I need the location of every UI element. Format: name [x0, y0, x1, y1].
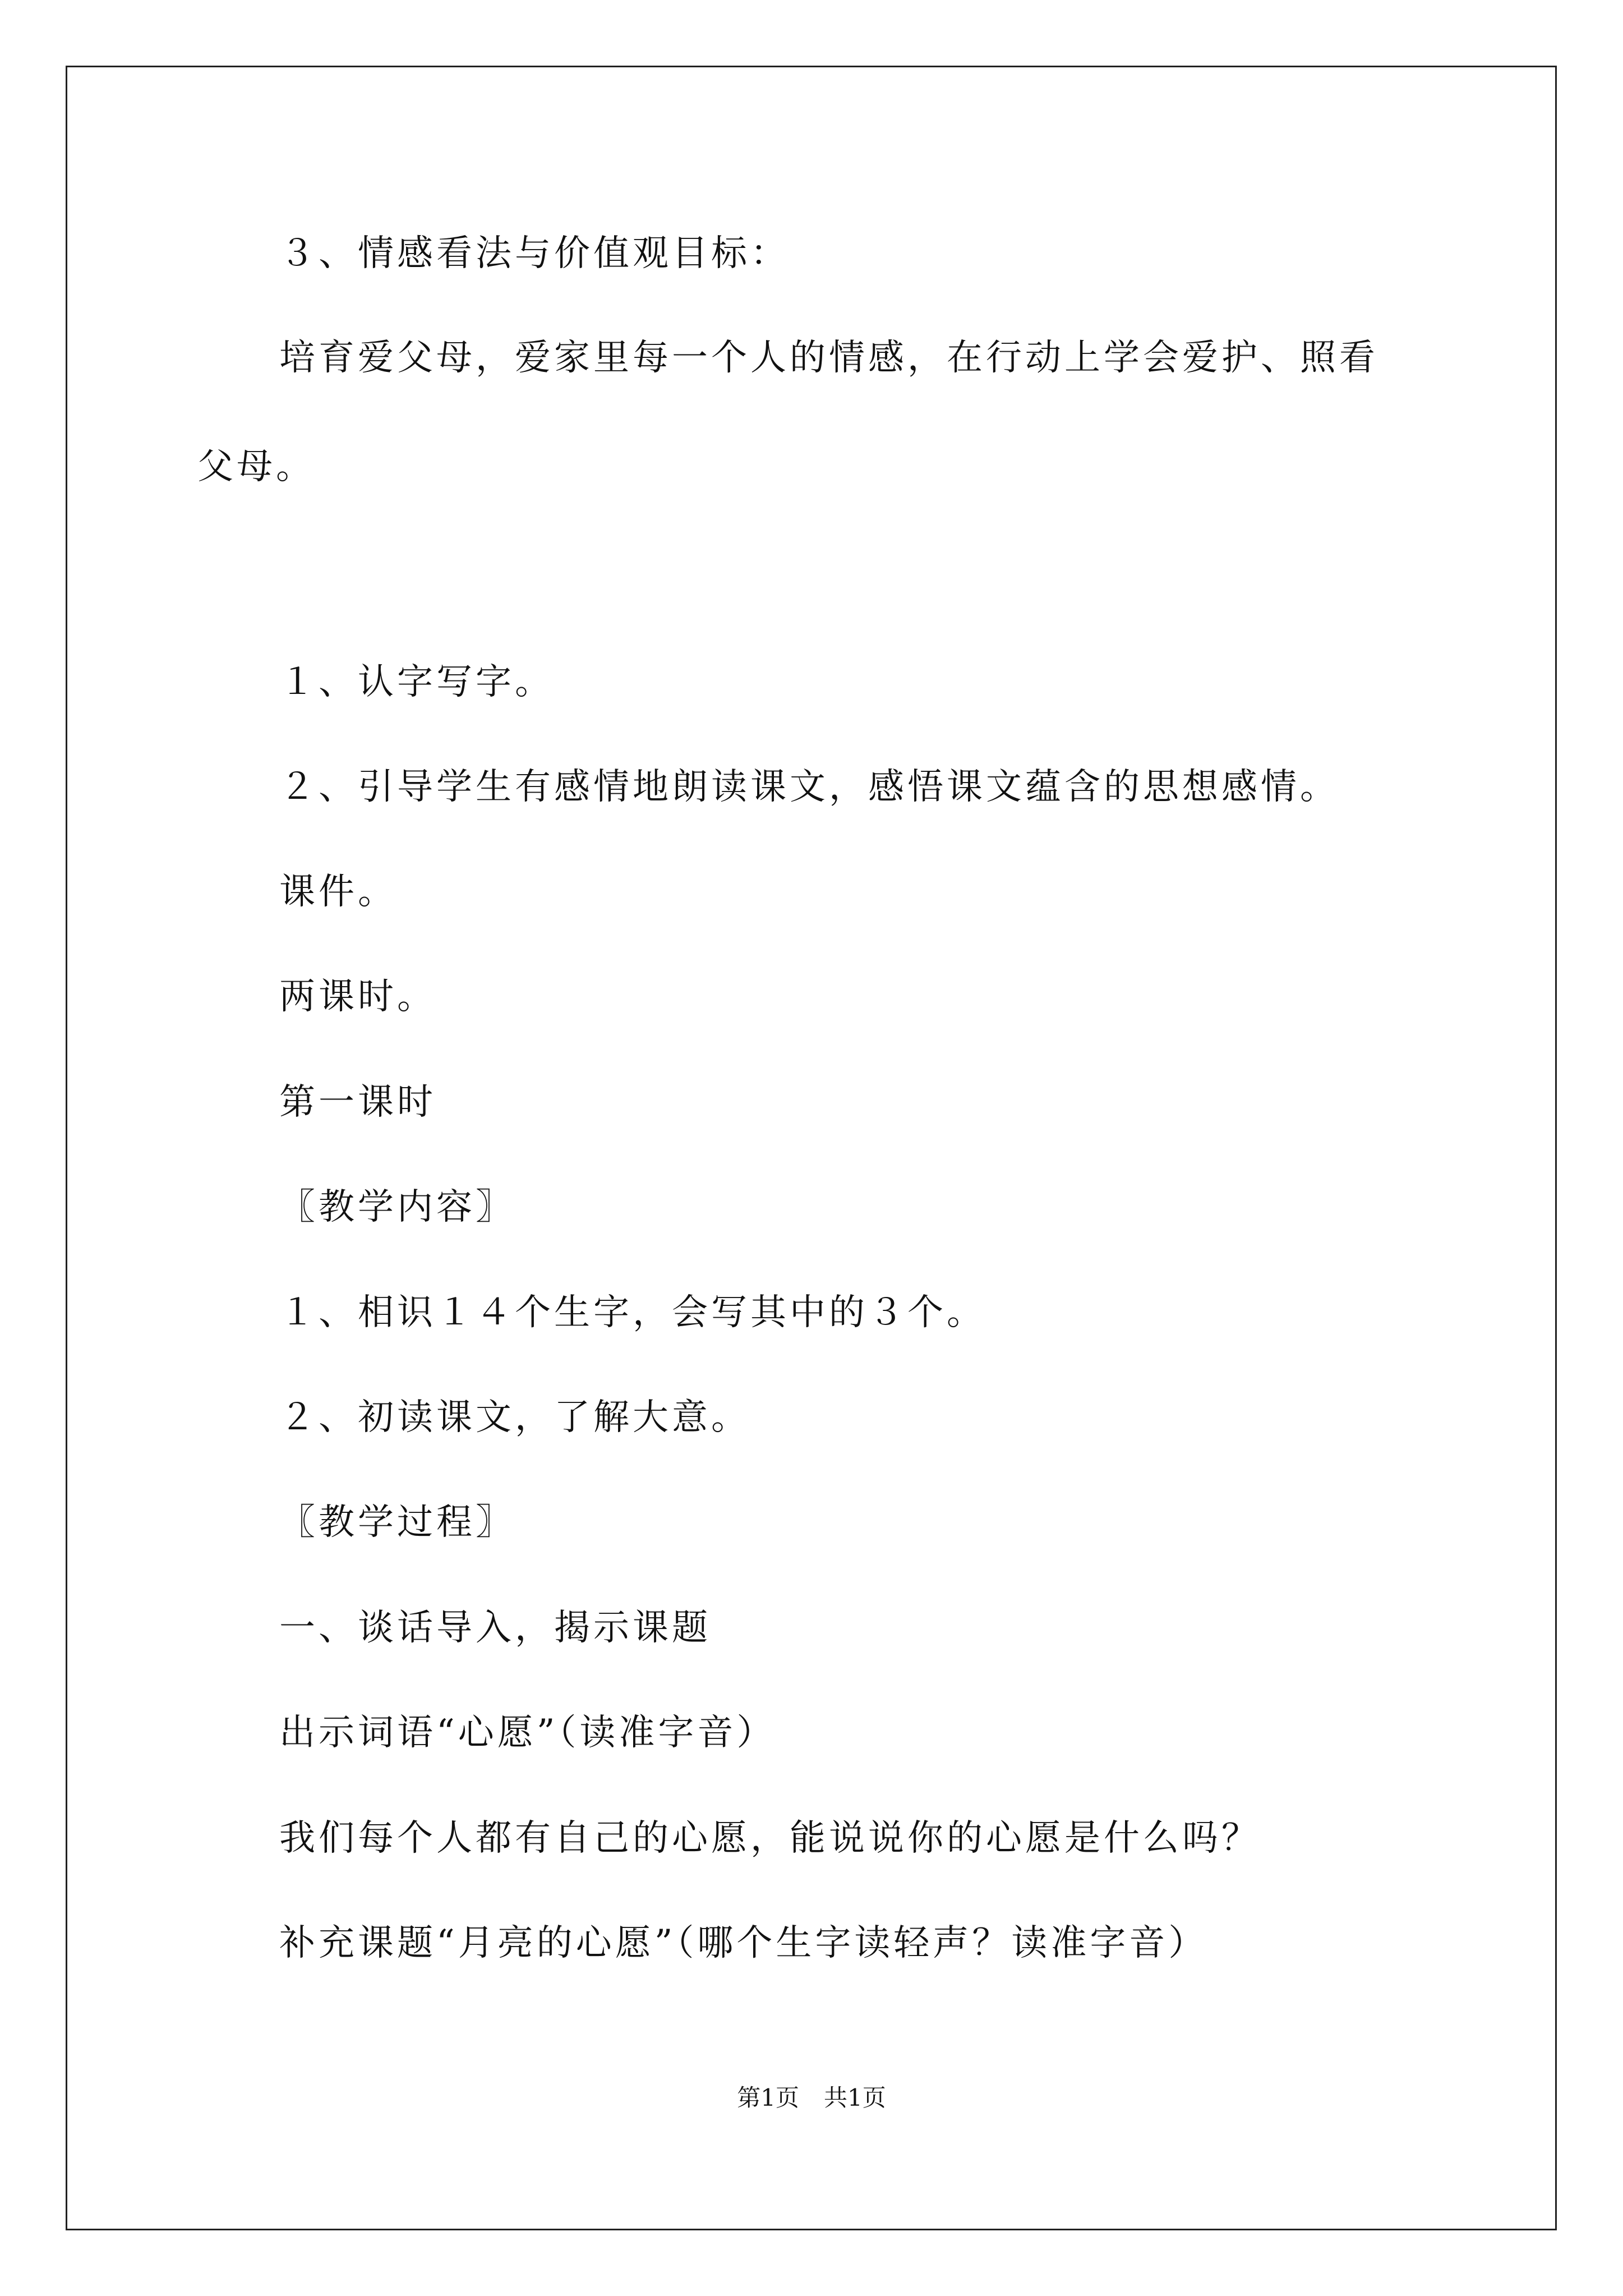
section-heading: 〖教学内容〗 — [279, 1186, 515, 1228]
text-line: １、认字写字。 — [279, 661, 554, 703]
section-heading: 〖教学过程〗 — [279, 1502, 515, 1543]
page-number: 第1页 — [737, 2084, 799, 2111]
page-total: 共1页 — [824, 2084, 886, 2111]
text-line: 出示词语“心愿”（读准字音） — [279, 1712, 776, 1754]
page-border — [66, 66, 1557, 2230]
text-line: 我们每个人都有自己的心愿，能说说你的心愿是什么吗？ — [279, 1818, 1261, 1859]
text-line: ２、初读课文，了解大意。 — [279, 1397, 750, 1438]
text-line: 第一课时 — [279, 1082, 436, 1123]
text-line: ３、情感看法与价值观目标： — [279, 233, 790, 274]
text-line: 一、谈话导入，揭示课题 — [279, 1607, 711, 1649]
page-footer — [0, 2082, 1623, 2114]
text-line: 补充课题“月亮的心愿”（哪个生字读轻声？读准字音） — [279, 1922, 1208, 1964]
text-line: 培育爱父母，爱家里每一个人的情感，在行动上学会爱护、照看 — [279, 337, 1378, 379]
text-line: 父母。 — [197, 446, 315, 487]
text-line: １、相识１４个生字，会写其中的３个。 — [279, 1292, 986, 1333]
text-line: ２、引导学生有感情地朗读课文，感悟课文蕴含的思想感情。 — [279, 766, 1339, 808]
text-line: 两课时。 — [279, 976, 436, 1018]
text-line: 课件。 — [279, 871, 397, 913]
